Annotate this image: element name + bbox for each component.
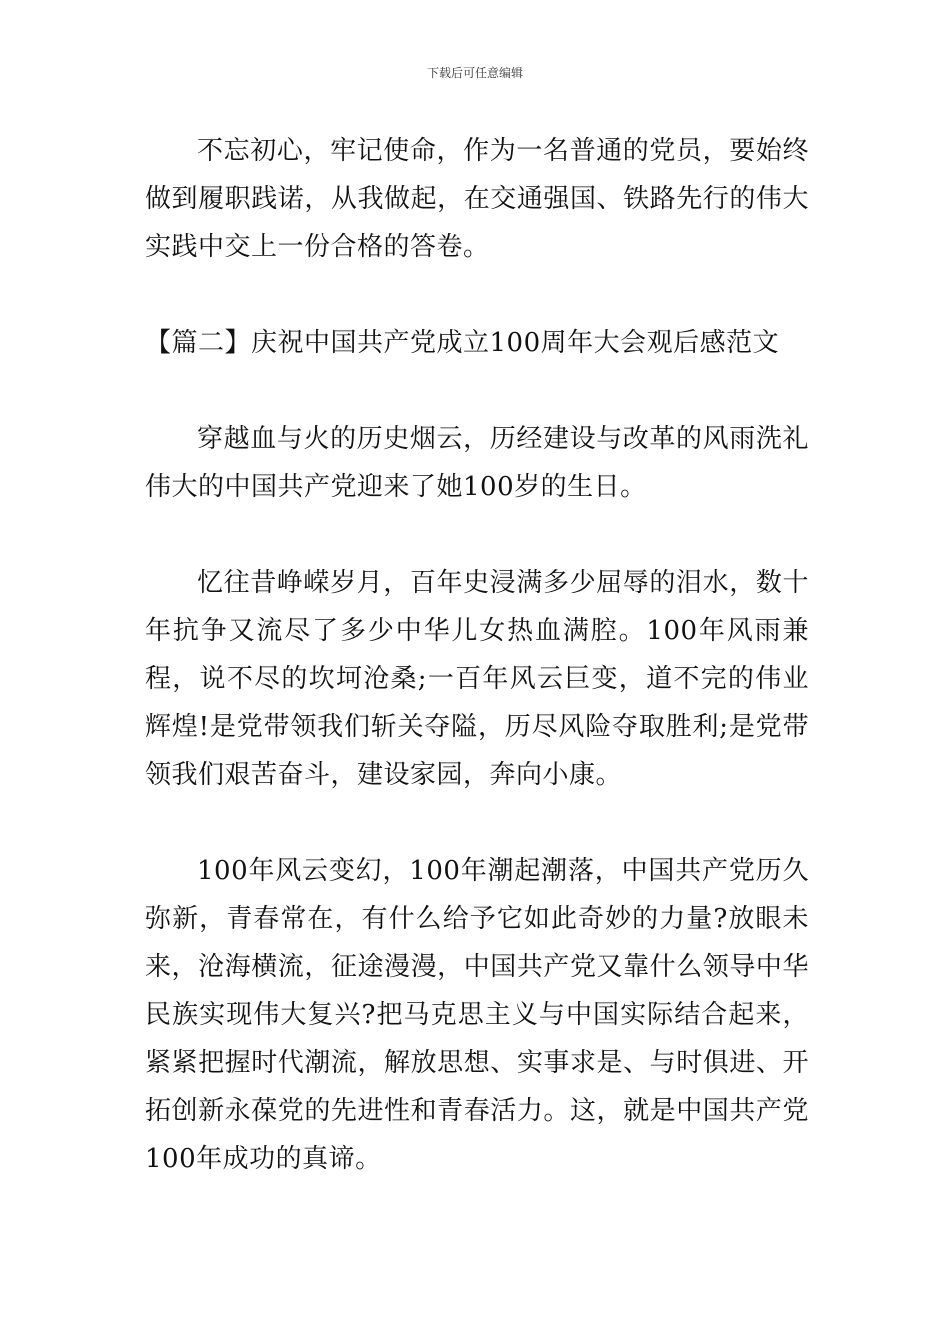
paragraph-1: 不忘初心，牢记使命，作为一名普通的党员，要始终做到履职践诺，从我做起，在交通强国、铁路先行的伟大实践中交上一份合格的答卷。	[145, 136, 809, 262]
page-header: 下载后可任意编辑	[426, 66, 523, 80]
spacer	[145, 367, 809, 415]
paragraph-3: 忆往昔峥嵘岁月，百年史浸满多少屈辱的泪水，数十年抗争又流尽了多少中华儿女热血满腔。100年风雨兼程，说不尽的坎坷沧桑;一百年风云巨变，道不完的伟业辉煌!是党带领我们斩关夺隘，历尽风险夺取胜利;是党带领我们艰苦奋斗，建设家园，奔向小康。	[145, 568, 809, 790]
spacer	[145, 271, 809, 319]
section-heading: 【篇二】庆祝中国共产党成立100周年大会观后感范文	[145, 328, 780, 358]
spacer	[145, 511, 809, 559]
document-body	[145, 127, 809, 1183]
spacer	[145, 799, 809, 847]
paragraph-4: 100年风云变幻，100年潮起潮落，中国共产党历久弥新，青春常在，有什么给予它如此奇妙的力量?放眼未来，沧海横流，征途漫漫，中国共产党又靠什么领导中华民族实现伟大复兴?把马克思主义与中国实际结合起来，紧紧把握时代潮流，解放思想、实事求是、与时俱进、开拓创新永葆党的先进性和青春活力。这，就是中国共产党100年成功的真谛。	[145, 856, 809, 1174]
paragraph-2: 穿越血与火的历史烟云，历经建设与改革的风雨洗礼伟大的中国共产党迎来了她100岁的生日。	[145, 424, 809, 502]
